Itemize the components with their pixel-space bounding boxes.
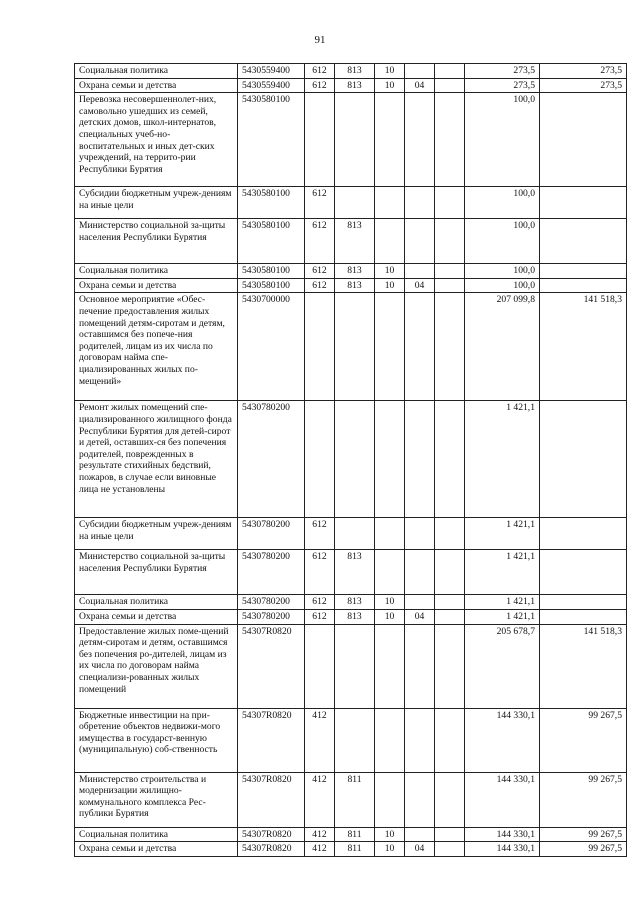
cell-sum-2	[540, 518, 627, 550]
cell-section	[375, 708, 405, 772]
cell-chapter: 811	[335, 827, 375, 842]
cell-subsection	[405, 624, 435, 708]
cell-chapter	[335, 187, 375, 219]
cell-ved	[305, 401, 335, 518]
cell-name: Социальная политика	[75, 264, 238, 279]
cell-subsection	[405, 264, 435, 279]
cell-ved: 612	[305, 64, 335, 79]
cell-sum-1: 273,5	[465, 78, 540, 93]
cell-chapter	[335, 518, 375, 550]
cell-ved: 612	[305, 609, 335, 624]
cell-sum-2	[540, 595, 627, 610]
cell-name: Охрана семьи и детства	[75, 78, 238, 93]
cell-name: Министерство строительства и модернизации жилищно-коммунального комплекса Рес-публики Бурятия	[75, 772, 238, 827]
table-row	[75, 264, 627, 279]
cell-subsection	[405, 293, 435, 401]
cell-code: 5430580100	[238, 93, 305, 187]
cell-section	[375, 293, 405, 401]
cell-section	[375, 219, 405, 264]
cell-chapter: 813	[335, 219, 375, 264]
cell-name: Субсидии бюджетным учреж-дениям на иные цели	[75, 187, 238, 219]
cell-chapter: 813	[335, 264, 375, 279]
cell-sum-2: 99 267,5	[540, 842, 627, 857]
cell-ved: 612	[305, 264, 335, 279]
cell-name: Субсидии бюджетным учреж-дениям на иные цели	[75, 518, 238, 550]
cell-code: 5430780200	[238, 595, 305, 610]
cell-ved: 612	[305, 187, 335, 219]
cell-name: Основное мероприятие «Обес-печение предоставления жилых помещений детям-сиротам и детям, оставшимся без попече-ния родителей, лицам из их числа по договорам найма спе-циализированных жилых по-мещений»	[75, 293, 238, 401]
cell-subsection	[405, 219, 435, 264]
cell-name: Охрана семьи и детства	[75, 278, 238, 293]
cell-sum-2: 99 267,5	[540, 772, 627, 827]
table-row	[75, 278, 627, 293]
cell-subsection	[405, 708, 435, 772]
page-number: 91	[314, 34, 326, 46]
cell-sum-1: 1 421,1	[465, 595, 540, 610]
table-row	[75, 827, 627, 842]
cell-sum-1: 100,0	[465, 278, 540, 293]
cell-sum-2	[540, 93, 627, 187]
cell-code: 5430580100	[238, 278, 305, 293]
cell-code: 5430700000	[238, 293, 305, 401]
cell-ved: 612	[305, 78, 335, 93]
cell-chapter: 813	[335, 550, 375, 595]
cell-code: 5430580100	[238, 264, 305, 279]
cell-subsection: 04	[405, 78, 435, 93]
cell-sum-2: 141 518,3	[540, 293, 627, 401]
cell-sum-1: 144 330,1	[465, 842, 540, 857]
cell-ved: 412	[305, 708, 335, 772]
cell-chapter: 813	[335, 595, 375, 610]
cell-empty	[435, 842, 465, 857]
cell-name: Министерство социальной за-щиты населения Республики Бурятия	[75, 550, 238, 595]
cell-subsection: 04	[405, 609, 435, 624]
cell-section	[375, 772, 405, 827]
cell-section: 10	[375, 264, 405, 279]
cell-empty	[435, 187, 465, 219]
table-row	[75, 842, 627, 857]
cell-subsection: 04	[405, 842, 435, 857]
cell-section: 10	[375, 64, 405, 79]
cell-ved: 612	[305, 278, 335, 293]
cell-sum-1: 144 330,1	[465, 827, 540, 842]
cell-chapter	[335, 293, 375, 401]
cell-ved: 612	[305, 550, 335, 595]
cell-subsection	[405, 827, 435, 842]
table-row	[75, 550, 627, 595]
cell-empty	[435, 550, 465, 595]
cell-chapter: 813	[335, 609, 375, 624]
cell-code: 5430780200	[238, 518, 305, 550]
cell-section	[375, 401, 405, 518]
cell-name: Перевозка несовершеннолет-них, самовольно ушедших из семей, детских домов, школ-интернатов, специальных учеб-но-воспитательных и иных дет-ских учреждений, на террито-рии Республики Бурятия	[75, 93, 238, 187]
cell-sum-1: 1 421,1	[465, 518, 540, 550]
cell-subsection	[405, 401, 435, 518]
table-row	[75, 93, 627, 187]
cell-chapter	[335, 401, 375, 518]
cell-chapter	[335, 708, 375, 772]
table-row	[75, 64, 627, 79]
cell-empty	[435, 624, 465, 708]
cell-ved: 612	[305, 518, 335, 550]
cell-empty	[435, 401, 465, 518]
cell-empty	[435, 708, 465, 772]
table-row	[75, 401, 627, 518]
budget-table-body	[75, 64, 627, 857]
cell-code: 54307R0820	[238, 708, 305, 772]
cell-sum-2	[540, 550, 627, 595]
cell-code: 54307R0820	[238, 624, 305, 708]
cell-sum-2	[540, 278, 627, 293]
cell-empty	[435, 518, 465, 550]
table-row	[75, 518, 627, 550]
cell-sum-2: 99 267,5	[540, 827, 627, 842]
cell-code: 5430780200	[238, 550, 305, 595]
cell-section: 10	[375, 278, 405, 293]
cell-sum-2	[540, 264, 627, 279]
cell-chapter: 813	[335, 78, 375, 93]
table-row	[75, 595, 627, 610]
cell-empty	[435, 64, 465, 79]
table-row	[75, 78, 627, 93]
cell-sum-1: 207 099,8	[465, 293, 540, 401]
cell-section: 10	[375, 609, 405, 624]
cell-sum-2	[540, 187, 627, 219]
cell-sum-2	[540, 219, 627, 264]
cell-empty	[435, 93, 465, 187]
cell-name: Социальная политика	[75, 827, 238, 842]
cell-code: 5430580100	[238, 187, 305, 219]
cell-name: Предоставление жилых поме-щений детям-сиротам и детям, оставшимся без попечения ро-дителей, лицам из их числа по договорам найма специализи-рованных жилых помещений	[75, 624, 238, 708]
cell-sum-2: 99 267,5	[540, 708, 627, 772]
cell-code: 54307R0820	[238, 842, 305, 857]
cell-section: 10	[375, 78, 405, 93]
cell-sum-2: 273,5	[540, 78, 627, 93]
cell-subsection	[405, 187, 435, 219]
cell-code: 5430580100	[238, 219, 305, 264]
cell-sum-1: 205 678,7	[465, 624, 540, 708]
cell-code: 54307R0820	[238, 827, 305, 842]
cell-chapter	[335, 93, 375, 187]
cell-section	[375, 550, 405, 595]
table-row	[75, 772, 627, 827]
cell-empty	[435, 264, 465, 279]
cell-sum-1: 100,0	[465, 187, 540, 219]
cell-empty	[435, 827, 465, 842]
cell-code: 54307R0820	[238, 772, 305, 827]
cell-section	[375, 93, 405, 187]
cell-ved	[305, 624, 335, 708]
cell-name: Министерство социальной за-щиты населения Республики Бурятия	[75, 219, 238, 264]
cell-section: 10	[375, 842, 405, 857]
cell-ved	[305, 293, 335, 401]
cell-subsection: 04	[405, 278, 435, 293]
cell-section: 10	[375, 595, 405, 610]
cell-sum-1: 100,0	[465, 219, 540, 264]
cell-subsection	[405, 550, 435, 595]
budget-table	[74, 63, 627, 857]
cell-sum-1: 100,0	[465, 93, 540, 187]
cell-ved: 612	[305, 595, 335, 610]
table-row	[75, 708, 627, 772]
cell-chapter: 813	[335, 278, 375, 293]
cell-sum-2: 273,5	[540, 64, 627, 79]
cell-empty	[435, 595, 465, 610]
cell-chapter	[335, 624, 375, 708]
cell-ved	[305, 93, 335, 187]
cell-sum-1: 144 330,1	[465, 772, 540, 827]
table-row	[75, 609, 627, 624]
cell-section	[375, 624, 405, 708]
cell-sum-1: 1 421,1	[465, 550, 540, 595]
cell-code: 5430559400	[238, 64, 305, 79]
table-row	[75, 293, 627, 401]
cell-sum-2: 141 518,3	[540, 624, 627, 708]
cell-ved: 412	[305, 842, 335, 857]
cell-empty	[435, 772, 465, 827]
cell-code: 5430559400	[238, 78, 305, 93]
cell-name: Охрана семьи и детства	[75, 842, 238, 857]
cell-code: 5430780200	[238, 609, 305, 624]
cell-chapter: 813	[335, 64, 375, 79]
cell-subsection	[405, 595, 435, 610]
table-row	[75, 624, 627, 708]
cell-subsection	[405, 518, 435, 550]
cell-section	[375, 187, 405, 219]
cell-sum-1: 1 421,1	[465, 609, 540, 624]
cell-sum-1: 273,5	[465, 64, 540, 79]
cell-name: Социальная политика	[75, 64, 238, 79]
cell-sum-1: 1 421,1	[465, 401, 540, 518]
cell-sum-1: 144 330,1	[465, 708, 540, 772]
cell-name: Ремонт жилых помещений спе-циализированного жилищного фонда Республики Бурятия для детей-сирот и детей, оставших-ся без попечения родителей, поврежденных в результате стихийных бедствий, пожаров, в случае если виновные лица не установлены	[75, 401, 238, 518]
cell-subsection	[405, 64, 435, 79]
cell-empty	[435, 219, 465, 264]
cell-empty	[435, 78, 465, 93]
cell-empty	[435, 293, 465, 401]
cell-sum-1: 100,0	[465, 264, 540, 279]
cell-code: 5430780200	[238, 401, 305, 518]
cell-subsection	[405, 93, 435, 187]
cell-name: Бюджетные инвестиции на при-обретение объектов недвижи-мого имущества в государст-венную (муниципальную) соб-ственность	[75, 708, 238, 772]
cell-name: Охрана семьи и детства	[75, 609, 238, 624]
cell-section: 10	[375, 827, 405, 842]
cell-name: Социальная политика	[75, 595, 238, 610]
cell-sum-2	[540, 401, 627, 518]
table-row	[75, 187, 627, 219]
cell-chapter: 811	[335, 772, 375, 827]
cell-empty	[435, 609, 465, 624]
cell-subsection	[405, 772, 435, 827]
cell-ved: 612	[305, 219, 335, 264]
cell-empty	[435, 278, 465, 293]
cell-chapter: 811	[335, 842, 375, 857]
cell-sum-2	[540, 609, 627, 624]
table-row	[75, 219, 627, 264]
cell-ved: 412	[305, 827, 335, 842]
cell-section	[375, 518, 405, 550]
cell-ved: 412	[305, 772, 335, 827]
